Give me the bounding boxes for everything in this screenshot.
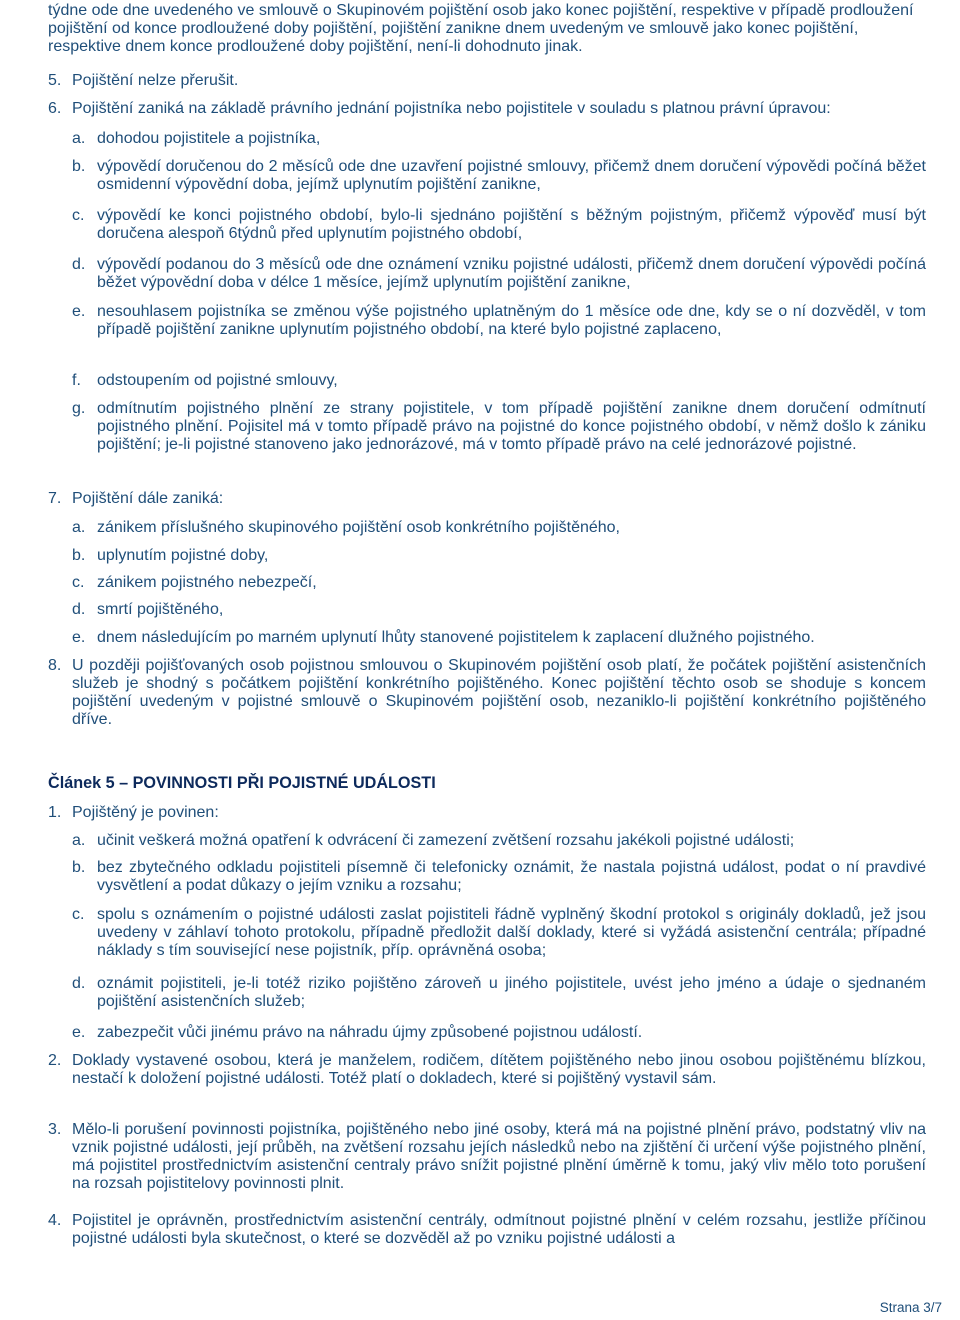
sub-text: uplynutím pojistné doby, [97, 547, 269, 564]
sub-text: zabezpečit vůči jinému právo na náhradu újmy způsobené pojistnou událostí. [97, 1024, 643, 1041]
item-number: 5. [48, 72, 62, 89]
sub-text: zánikem pojistného nebezpečí, [97, 574, 317, 591]
item-7d [72, 601, 926, 619]
article5-item-1b [72, 859, 926, 895]
item-6f [72, 372, 926, 390]
item-text: Pojištěný je povinen: [72, 804, 219, 821]
item-6b [72, 158, 926, 194]
item-8 [48, 657, 926, 729]
sub-letter: e. [72, 629, 86, 646]
item-text: Pojištění zaniká na základě právního jednání pojistníka nebo pojistitele v souladu s platnou právní úpravou: [72, 100, 831, 117]
sub-letter: b. [72, 158, 86, 175]
item-text: Pojištění dále zaniká: [72, 490, 224, 507]
sub-letter: a. [72, 832, 86, 849]
item-number: 7. [48, 490, 62, 507]
article5-item-4 [48, 1212, 926, 1248]
item-5 [48, 72, 926, 90]
sub-text: odmítnutím pojistného plnění ze strany pojistitele, v tom případě pojištění zanikne dnem doručení odmítnutí pojistného plnění. Pojisitel má v tomto případě právo na pojistné do konce pojistného období, v němž došlo k zániku pojištění; je-li pojistné stanoveno jako jednorázové, má v tomto případě právo na celé jednorázové pojistné. [97, 400, 926, 453]
sub-letter: a. [72, 519, 86, 536]
sub-text: dohodou pojistitele a pojistníka, [97, 130, 321, 147]
sub-text: oznámit pojistiteli, je-li totéž riziko pojištěno zároveň u jiného pojistitele, uvést jeho jméno a údaje o sjednaném pojištění asistenčních služeb; [97, 975, 926, 1010]
sub-text: výpovědí podanou do 3 měsíců ode dne oznámení vzniku pojistné události, přičemž dnem doručení výpovědi počíná běžet výpovědní doba v délce 1 měsíce, jejímž uplynutím pojištění zanikne, [97, 256, 926, 291]
item-text: Mělo-li porušení povinnosti pojistníka, pojištěného nebo jiné osoby, která má na pojistné plnění právo, podstatný vliv na vznik pojistné události, její průběh, na zvětšení rozsahu jejích následků nebo na zjištění či určení výše pojistného plnění, má pojistitel prostřednictvím asistenční centraly právo snížit pojistné plnění úměrně k tomu, jaký vliv mělo toto porušení na rozsah pojistitelovy povinnosti plnit. [72, 1121, 926, 1192]
sub-text: bez zbytečného odkladu pojistiteli písemně či telefonicky oznámit, že nastala pojistná událost, podat o ní pravdivé vysvětlení a podat důkazy o jejím vzniku a rozsahu; [97, 859, 926, 894]
sub-letter: g. [72, 400, 86, 417]
article5-item-1d [72, 975, 926, 1011]
item-7c [72, 574, 926, 592]
sub-letter: c. [72, 574, 85, 591]
item-number: 1. [48, 804, 62, 821]
item-6c [72, 207, 926, 243]
article5-item-1c [72, 906, 926, 960]
article5-item-3 [48, 1121, 926, 1193]
sub-letter: d. [72, 601, 86, 618]
item-number: 4. [48, 1212, 62, 1229]
article-5-heading: Článek 5 – POVINNOSTI PŘI POJISTNÉ UDÁLOSTI [48, 774, 436, 792]
article5-item-1e [72, 1024, 926, 1042]
sub-letter: c. [72, 906, 85, 923]
sub-letter: d. [72, 256, 86, 273]
item-6e [72, 303, 926, 339]
sub-text: odstoupením od pojistné smlouvy, [97, 372, 338, 389]
item-7a [72, 519, 926, 537]
sub-letter: e. [72, 1024, 86, 1041]
item-number: 2. [48, 1052, 62, 1069]
article5-item-2 [48, 1052, 926, 1088]
item-text: U později pojišťovaných osob pojistnou smlouvou o Skupinovém pojištění osob platí, že počátek pojištění asistenčních služeb je shodný s počátkem pojištění konkrétního pojištěného. Konec pojištění těchto osob se shoduje s koncem pojištění uvedeným v pojistné smlouvě o Skupinovém pojištění osob, nezaniklo-li pojištění konkrétního pojištěného dříve. [72, 657, 926, 728]
sub-text: dnem následujícím po marném uplynutí lhůty stanovené pojistitelem k zaplacení dlužného pojistného. [97, 629, 815, 646]
sub-letter: b. [72, 547, 86, 564]
sub-text: výpovědí doručenou do 2 měsíců ode dne uzavření pojistné smlouvy, přičemž dnem doručení výpovědi počíná běžet osmidenní výpovědní doba, jejímž uplynutím pojištění zanikne, [97, 158, 926, 193]
item-7 [48, 490, 926, 508]
item-number: 3. [48, 1121, 62, 1138]
sub-text: zánikem příslušného skupinového pojištění osob konkrétního pojištěného, [97, 519, 620, 536]
sub-text: nesouhlasem pojistníka se změnou výše pojistného uplatněným do 1 měsíce ode dne, kdy se o ní dozvěděl, v tom případě pojištění zanikne uplynutím pojistného období, na které bylo pojistné zaplaceno, [97, 303, 926, 338]
sub-text: učinit veškerá možná opatření k odvrácení či zamezení zvětšení rozsahu jakékoli pojistné události; [97, 832, 795, 849]
item-number: 8. [48, 657, 62, 674]
item-number: 6. [48, 100, 62, 117]
sub-letter: d. [72, 975, 86, 992]
sub-letter: c. [72, 207, 85, 224]
sub-letter: a. [72, 130, 86, 147]
article5-item-1a [72, 832, 926, 850]
sub-text: výpovědí ke konci pojistného období, bylo-li sjednáno pojištění s běžným pojistným, přičemž výpověď musí být doručena alespoň 6týdnů před uplynutím pojistného období, [97, 207, 926, 242]
sub-letter: f. [72, 372, 81, 389]
item-6a [72, 130, 926, 148]
page-number: Strana 3/7 [879, 1300, 942, 1315]
sub-letter: e. [72, 303, 86, 320]
item-6g [72, 400, 926, 454]
item-text: Pojistitel je oprávněn, prostřednictvím asistenční centrály, odmítnout pojistné plnění v celém rozsahu, jestliže příčinou pojistné události byla skutečnost, o které se dozvěděl až po vzniku pojistné události a [72, 1212, 926, 1247]
item-text: Pojištění nelze přerušit. [72, 72, 239, 89]
item-7e [72, 629, 926, 647]
article5-item-1 [48, 804, 926, 822]
item-6d [72, 256, 926, 292]
continuation-paragraph: týdne ode dne uvedeného ve smlouvě o Skupinovém pojištění osob jako konec pojištění, respektive v případě prodloužení pojištění od konce prodloužené doby pojištění, pojištění zanikne dnem uvedeným ve smlouvě jako konec pojištění, respektive dnem konce prodloužené doby pojištění, není-li dohodnuto jinak. [48, 2, 914, 55]
item-7b [72, 547, 926, 565]
item-text: Doklady vystavené osobou, která je manželem, rodičem, dítětem pojištěného nebo jinou osobou pojištěnému blízkou, nestačí k doložení pojistné události. Totéž platí o dokladech, které si pojištěný vystavil sám. [72, 1052, 926, 1087]
item-6 [48, 100, 926, 118]
sub-text: smrtí pojištěného, [97, 601, 224, 618]
sub-text: spolu s oznámením o pojistné události zaslat pojistiteli řádně vyplněný škodní protokol s originály dokladů, jež jsou uvedeny v záhlaví tohoto protokolu, případně předložit další doklady, které si vyžádá asistenční centrála; případné náklady s tím související nese pojistník, příp. oprávněná osoba; [97, 906, 926, 959]
sub-letter: b. [72, 859, 86, 876]
